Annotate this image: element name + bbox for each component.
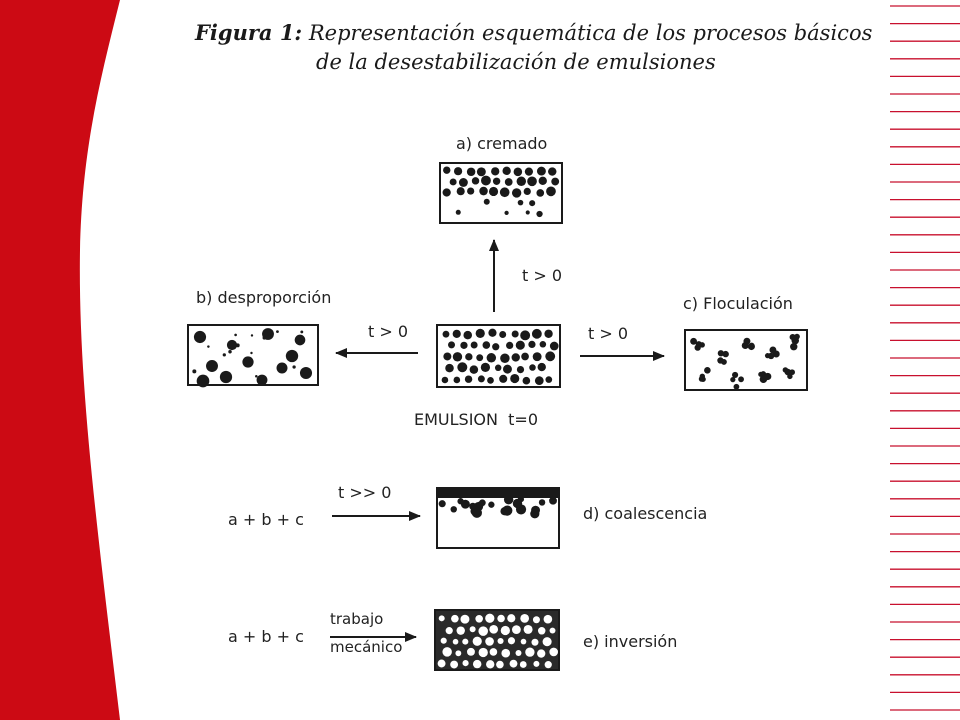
droplet — [549, 648, 558, 657]
droplet — [479, 187, 488, 196]
droplet — [785, 369, 792, 376]
droplet — [700, 374, 705, 379]
droplet — [443, 352, 451, 360]
droplet — [765, 353, 770, 358]
droplet — [490, 648, 498, 656]
droplet — [527, 177, 537, 187]
droplet — [491, 167, 499, 175]
droplet — [548, 167, 556, 175]
droplet — [265, 332, 268, 335]
droplet — [526, 210, 530, 214]
droplet — [769, 347, 776, 354]
droplet — [441, 638, 447, 644]
droplet — [465, 353, 472, 360]
droplet — [482, 341, 490, 349]
droplet — [300, 367, 312, 379]
droplet — [492, 343, 499, 350]
droplet — [478, 626, 488, 636]
droplet — [457, 626, 465, 634]
source-inversion: a + b + c — [228, 627, 304, 646]
droplet — [545, 661, 552, 668]
droplet — [502, 167, 510, 175]
droplet — [500, 354, 509, 363]
droplet — [495, 365, 501, 371]
droplet — [473, 660, 481, 668]
droplet — [510, 660, 518, 668]
droplet — [504, 495, 513, 504]
label-emulsion — [414, 410, 538, 429]
droplet — [484, 199, 490, 205]
droplet — [470, 626, 476, 632]
droplet — [488, 502, 494, 508]
droplet — [521, 353, 529, 361]
droplet — [525, 168, 533, 176]
droplet — [535, 376, 544, 385]
droplet — [498, 638, 504, 644]
droplet — [500, 507, 508, 515]
droplet — [443, 166, 450, 173]
coalesced-layer — [438, 489, 558, 498]
droplet — [242, 356, 253, 367]
droplet — [467, 168, 475, 176]
droplet — [510, 374, 519, 383]
droplet — [499, 375, 507, 383]
droplet — [263, 336, 266, 339]
droplet — [207, 345, 209, 347]
source-coalescencia: a + b + c — [228, 510, 304, 529]
droplet — [485, 614, 494, 623]
droplet — [250, 352, 252, 354]
droplet — [506, 342, 513, 349]
droplet — [504, 211, 508, 215]
droplet — [479, 648, 488, 657]
droplet — [451, 506, 457, 512]
droplet — [451, 615, 459, 623]
droplet — [295, 335, 306, 346]
droplet — [446, 627, 453, 634]
droplet — [467, 648, 475, 656]
droplet — [538, 627, 545, 634]
droplet — [520, 330, 530, 340]
droplet — [533, 661, 539, 667]
droplet — [545, 376, 552, 383]
droplet — [540, 341, 547, 348]
droplet — [206, 360, 218, 372]
droplet — [721, 359, 727, 365]
droplet — [292, 365, 295, 368]
droplet — [488, 329, 496, 337]
droplet — [257, 375, 268, 386]
droplet — [456, 210, 461, 215]
droplet — [531, 506, 540, 515]
droplet — [463, 331, 472, 340]
droplet — [512, 330, 519, 337]
arrow-label-left: t > 0 — [368, 322, 409, 341]
droplet — [537, 649, 545, 657]
droplet — [442, 647, 451, 656]
droplet — [690, 338, 697, 345]
droplet — [524, 625, 533, 634]
droplet — [481, 176, 491, 186]
droplet — [529, 200, 535, 206]
label-coalescencia: d) coalescencia — [583, 504, 708, 523]
droplet — [227, 340, 237, 350]
droplet — [549, 497, 557, 505]
droplet — [523, 377, 531, 385]
droplet — [738, 376, 744, 382]
droplet — [255, 375, 258, 378]
droplet — [536, 211, 542, 217]
droplet — [450, 661, 458, 669]
arrow-label-right: t > 0 — [588, 324, 629, 343]
droplet — [493, 178, 500, 185]
arrow-label-trabajo: trabajo — [330, 610, 384, 628]
figure-caption-line-2: de la desestabilización de emulsiones — [316, 50, 716, 74]
droplet — [501, 626, 510, 635]
droplet — [485, 637, 494, 646]
droplet — [500, 187, 510, 197]
droplet — [790, 343, 797, 350]
droplet — [507, 614, 515, 622]
droplet — [531, 639, 538, 646]
droplet — [453, 352, 462, 361]
droplet — [236, 343, 240, 347]
droplet — [476, 329, 485, 338]
droplet — [442, 377, 449, 384]
droplet — [481, 363, 490, 372]
droplet — [533, 616, 540, 623]
droplet — [487, 377, 494, 384]
droplet — [438, 660, 446, 668]
droplet — [512, 353, 520, 361]
droplet — [743, 338, 750, 345]
droplet — [722, 351, 728, 357]
droplet — [501, 649, 510, 658]
droplet — [508, 637, 515, 644]
droplet — [512, 625, 521, 634]
droplet — [467, 187, 474, 194]
droplet — [517, 177, 526, 186]
droplet — [749, 343, 755, 349]
droplet — [476, 354, 483, 361]
droplet — [454, 377, 461, 384]
droplet — [473, 637, 482, 646]
droplet — [443, 331, 450, 338]
droplet — [455, 650, 461, 656]
droplet — [453, 330, 461, 338]
time-zero: t=0 — [508, 410, 539, 429]
droplet — [532, 329, 542, 339]
droplet — [469, 503, 476, 510]
droplet — [453, 639, 459, 645]
droplet — [277, 363, 288, 374]
label-inversion: e) inversión — [583, 632, 678, 651]
droplet — [460, 342, 467, 349]
droplet — [194, 331, 206, 343]
droplet — [515, 650, 521, 656]
droplet — [228, 350, 231, 353]
label-cremado: a) cremado — [456, 134, 548, 153]
droplet — [460, 615, 469, 624]
droplet — [543, 637, 552, 646]
droplet — [536, 189, 544, 197]
droplet — [545, 351, 555, 361]
droplet — [234, 334, 237, 337]
droplet — [520, 661, 527, 668]
droplet — [457, 362, 467, 372]
droplet — [251, 334, 253, 336]
droplet — [462, 639, 468, 645]
droplet — [546, 186, 556, 196]
droplet — [457, 187, 465, 195]
droplet — [475, 615, 483, 623]
droplet — [520, 614, 529, 623]
droplet — [512, 188, 521, 197]
droplet — [479, 499, 486, 506]
droplet — [306, 372, 309, 375]
droplet — [276, 330, 279, 333]
box-desproporcion — [188, 325, 318, 385]
emulsion-word: EMULSION — [414, 410, 498, 429]
droplet — [477, 167, 486, 176]
droplet — [517, 366, 524, 373]
droplet — [513, 499, 522, 508]
droplet — [489, 187, 498, 196]
droplet — [457, 498, 463, 504]
droplet — [760, 375, 768, 383]
droplet — [551, 178, 559, 186]
droplet — [470, 365, 479, 374]
label-floculacion: c) Floculación — [683, 294, 793, 313]
droplet — [790, 334, 796, 340]
caption-text-1: Representación esquemática de los procesos básicos — [308, 21, 873, 45]
droplet — [448, 341, 455, 348]
droplet — [544, 330, 552, 338]
droplet — [454, 167, 462, 175]
droplet — [539, 177, 547, 185]
droplet — [443, 188, 451, 196]
droplet — [445, 364, 454, 373]
droplet — [439, 615, 445, 621]
droplet — [537, 167, 546, 176]
droplet — [465, 375, 472, 382]
droplet — [487, 353, 496, 362]
droplet — [459, 178, 468, 187]
label-desproporcion: b) desproporción — [196, 288, 332, 307]
droplet — [220, 371, 232, 383]
droplet — [516, 341, 525, 350]
droplet — [518, 200, 524, 206]
figure-number: Figura 1: — [195, 20, 303, 45]
arrow-label-inversion — [330, 610, 402, 657]
droplet — [533, 352, 542, 361]
arrow-label-mecanico: mecánico — [330, 638, 403, 656]
droplet — [525, 647, 534, 656]
droplet — [538, 363, 546, 371]
droplet — [514, 168, 523, 177]
droplet — [499, 331, 506, 338]
droplet — [471, 342, 478, 349]
droplet — [734, 384, 740, 390]
arrow-label-up: t > 0 — [522, 266, 563, 285]
arrow-label-coalescencia: t >> 0 — [338, 483, 392, 502]
droplet — [489, 625, 498, 634]
droplet — [197, 375, 210, 388]
droplet — [524, 188, 531, 195]
droplet — [544, 615, 553, 624]
droplet — [505, 178, 513, 186]
droplet — [521, 639, 527, 645]
droplet — [497, 615, 505, 623]
droplet — [550, 628, 556, 634]
droplet — [695, 344, 701, 350]
droplet — [192, 369, 196, 373]
droplet — [503, 365, 512, 374]
droplet — [528, 341, 535, 348]
droplet — [450, 178, 457, 185]
droplet — [496, 661, 504, 669]
droplet — [529, 364, 536, 371]
droplet — [478, 375, 485, 382]
droplet — [439, 500, 446, 507]
droplet — [223, 353, 226, 356]
droplet — [539, 499, 545, 505]
droplet — [286, 350, 298, 362]
droplet — [472, 177, 479, 184]
droplet — [550, 342, 559, 351]
droplet — [486, 660, 494, 668]
droplet — [462, 660, 468, 666]
droplet — [732, 372, 738, 378]
droplet — [300, 330, 303, 333]
droplet — [704, 367, 711, 374]
